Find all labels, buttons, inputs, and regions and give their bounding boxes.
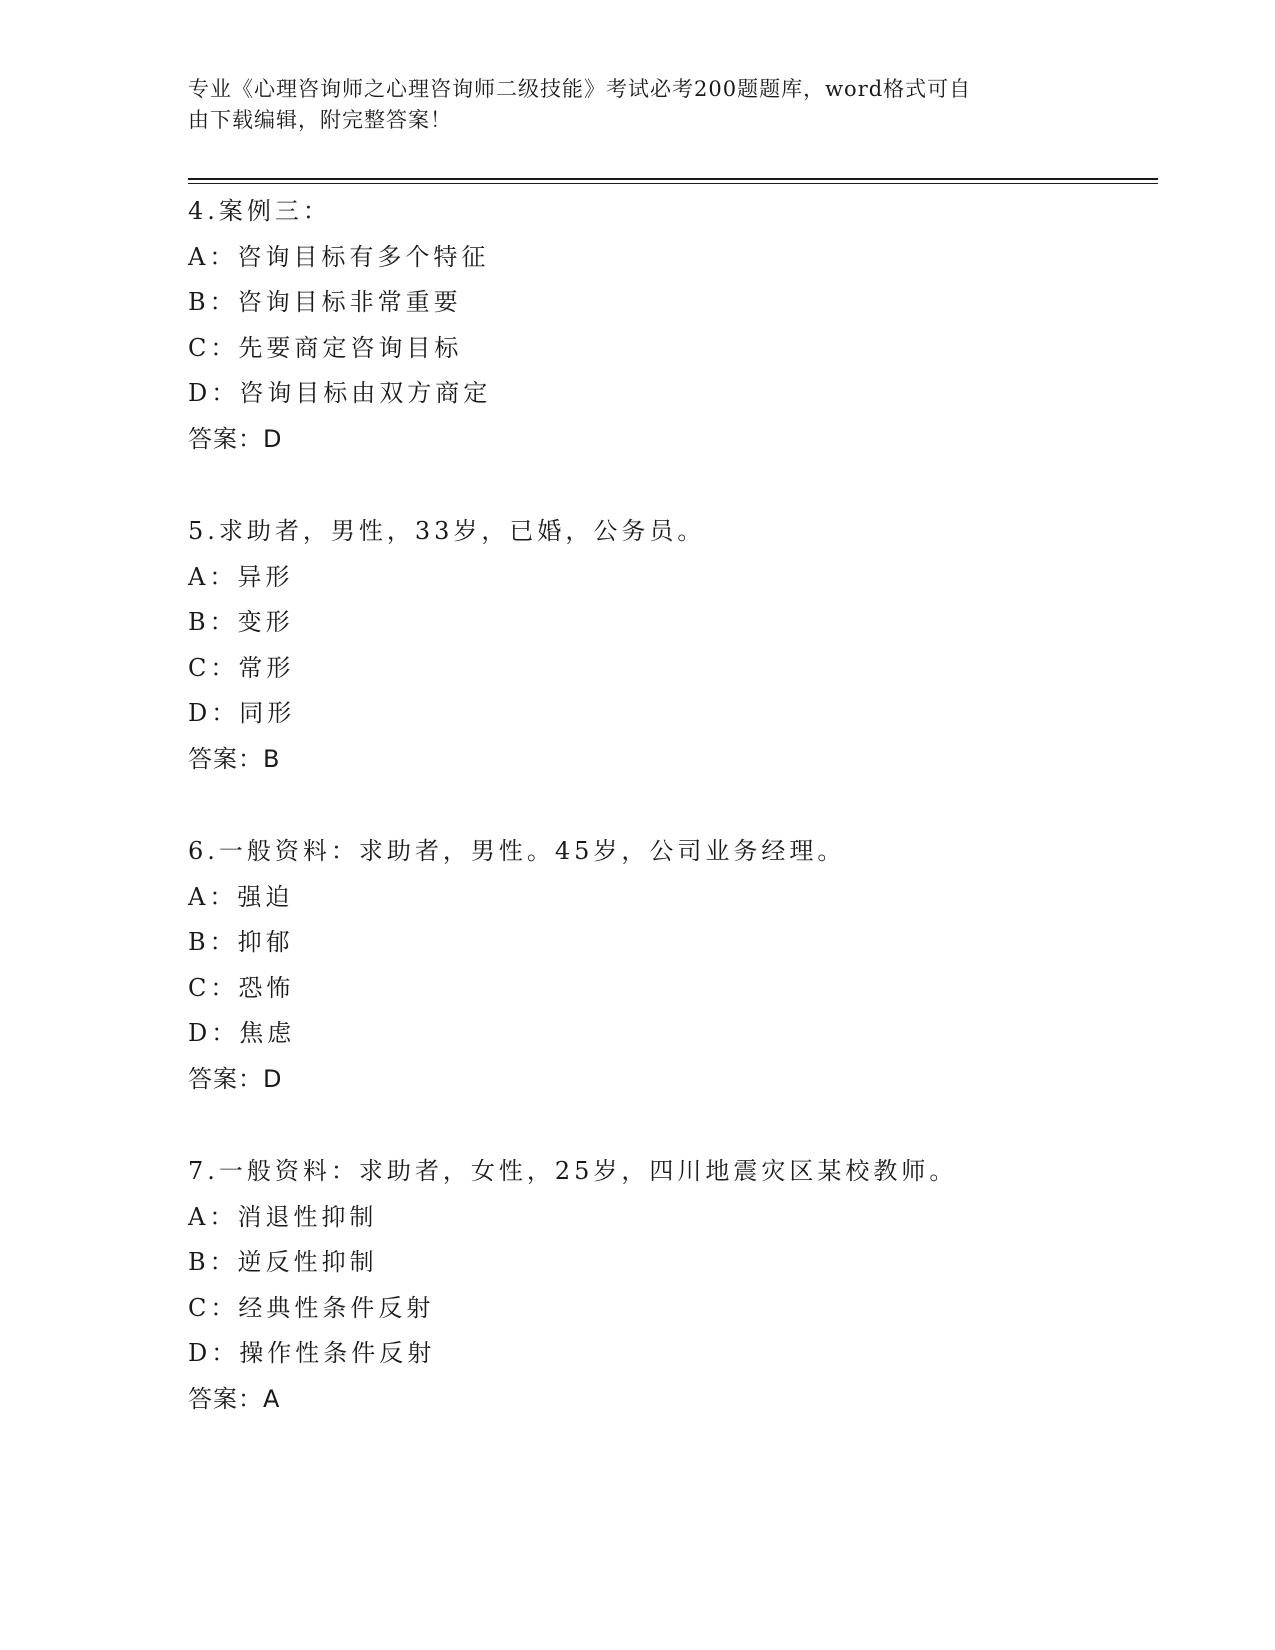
question-stem: 6.一般资料：求助者，男性。45岁，公司业务经理。 [188, 837, 846, 865]
option-c: C：恐怖 [188, 973, 295, 1002]
option-b: B：逆反性抑制 [188, 1248, 378, 1277]
answer-line: 答案：A [188, 1384, 281, 1413]
question-block-4 [188, 189, 1148, 463]
option-b: B：咨询目标非常重要 [188, 288, 462, 317]
option-c: C：经典性条件反射 [188, 1293, 435, 1322]
option-a: A：消退性抑制 [188, 1202, 378, 1231]
option-d: D：咨询目标由双方商定 [188, 379, 492, 408]
answer-line: 答案：B [188, 744, 281, 773]
question-block-6 [188, 829, 1148, 1103]
question-block-7 [188, 1149, 1148, 1423]
option-d: D：操作性条件反射 [188, 1339, 436, 1368]
question-stem: 7.一般资料：求助者，女性，25岁，四川地震灾区某校教师。 [188, 1157, 958, 1185]
option-a: A：咨询目标有多个特征 [188, 242, 490, 271]
option-a: A：强迫 [188, 882, 294, 911]
answer-line: 答案：D [188, 424, 283, 453]
option-c: C：常形 [188, 653, 295, 682]
question-block-5 [188, 509, 1148, 783]
document-header [188, 74, 1078, 136]
question-stem: 5.求助者，男性，33岁，已婚，公务员。 [188, 517, 706, 545]
option-d: D：同形 [188, 699, 296, 728]
option-c: C：先要商定咨询目标 [188, 333, 463, 362]
header-intro-line-1: 专业《心理咨询师之心理咨询师二级技能》考试必考200题题库，word格式可自 [188, 77, 972, 101]
option-b: B：变形 [188, 608, 294, 637]
answer-line: 答案：D [188, 1064, 283, 1093]
header-divider-thick [188, 178, 1158, 180]
option-a: A：异形 [188, 562, 294, 591]
option-b: B：抑郁 [188, 928, 294, 957]
header-divider-thin [188, 183, 1158, 184]
option-d: D：焦虑 [188, 1019, 296, 1048]
header-intro-line-2: 由下载编辑，附完整答案！ [188, 108, 452, 132]
question-stem: 4.案例三： [188, 197, 331, 225]
